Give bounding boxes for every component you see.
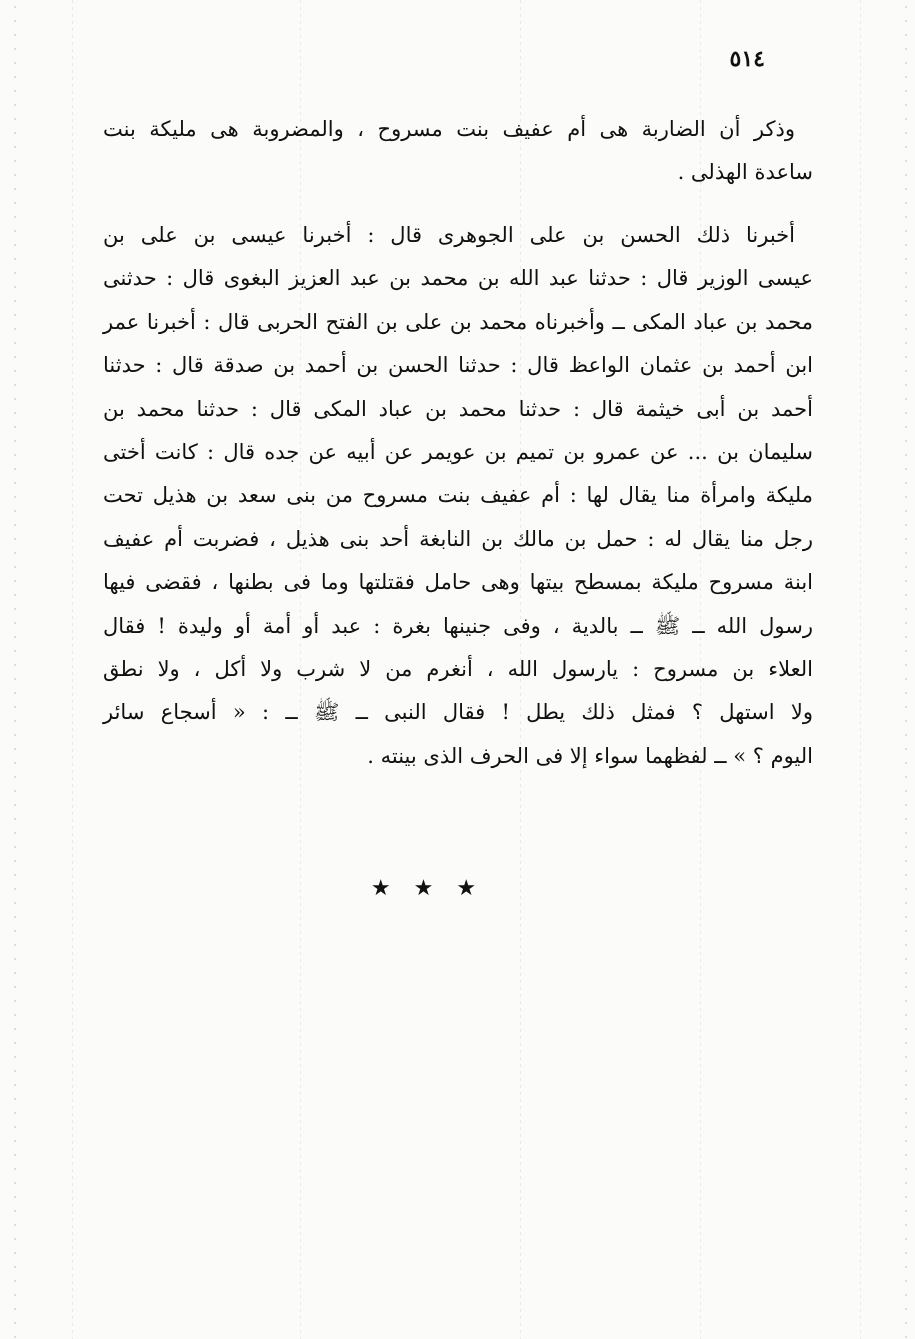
scan-edge-left	[14, 0, 16, 1339]
paragraph-line: رجل منا يقال له : حمل بن مالك بن النابغة أحد بنى هذيل ، فضربت أم عفيف	[103, 526, 813, 551]
page-number: ٥١٤	[729, 46, 765, 72]
paragraph-line: محمد بن عباد المكى ــ وأخبرناه محمد بن على بن الفتح الحربى قال : أخبرنا عمر	[103, 309, 813, 334]
paragraph-line: أحمد بن أبى خيثمة قال : حدثنا محمد بن عباد المكى قال : حدثنا محمد بن	[103, 396, 813, 421]
scan-guide-line	[72, 0, 73, 1339]
paragraph-1	[103, 108, 813, 195]
paragraph-line: اليوم ؟ » ــ لفظهما سواء إلا فى الحرف الذى بينته .	[367, 743, 813, 768]
section-separator: ★ ★ ★	[370, 876, 485, 901]
paragraph-line: سليمان بن ... عن عمرو بن تميم بن عويمر عن أبيه عن جده قال : كانت أختى	[103, 440, 813, 465]
paragraph-line: وذكر أن الضاربة هى أم عفيف بنت مسروح ، والمضروبة هى مليكة بنت	[103, 117, 795, 141]
paragraph-line: العلاء بن مسروح : يارسول الله ، أنغرم من لا شرب ولا أكل ، ولا نطق	[103, 657, 813, 682]
scan-guide-line	[860, 0, 861, 1339]
paragraph-2	[103, 214, 813, 778]
paragraph-line: رسول الله ــ ﷺ ــ بالدية ، وفى جنينها بغرة : عبد أو أمة أو وليدة ! فقال	[103, 613, 813, 638]
paragraph-line: ابن أحمد بن عثمان الواعظ قال : حدثنا الحسن بن أحمد بن صدقة قال : حدثنا	[103, 353, 813, 378]
scan-edge-right	[905, 0, 907, 1339]
paragraph-line: ولا استهل ؟ فمثل ذلك يطل ! فقال النبى ــ ﷺ ــ : « أسجاع سائر	[103, 700, 813, 725]
paragraph-line: ساعدة الهذلى .	[677, 160, 813, 185]
paragraph-line: مليكة وامرأة منا يقال لها : أم عفيف بنت مسروح من بنى سعد بن هذيل تحت	[103, 483, 813, 508]
paragraph-line: أخبرنا ذلك الحسن بن على الجوهرى قال : أخبرنا عيسى بن على بن	[103, 223, 795, 247]
paragraph-line: عيسى الوزير قال : حدثنا عبد الله بن محمد بن عبد العزيز البغوى قال : حدثنى	[103, 266, 813, 291]
paragraph-line: ابنة مسروح مليكة بمسطح بيتها وهى حامل فقتلتها وما فى بطنها ، فقضى فيها	[103, 570, 813, 595]
